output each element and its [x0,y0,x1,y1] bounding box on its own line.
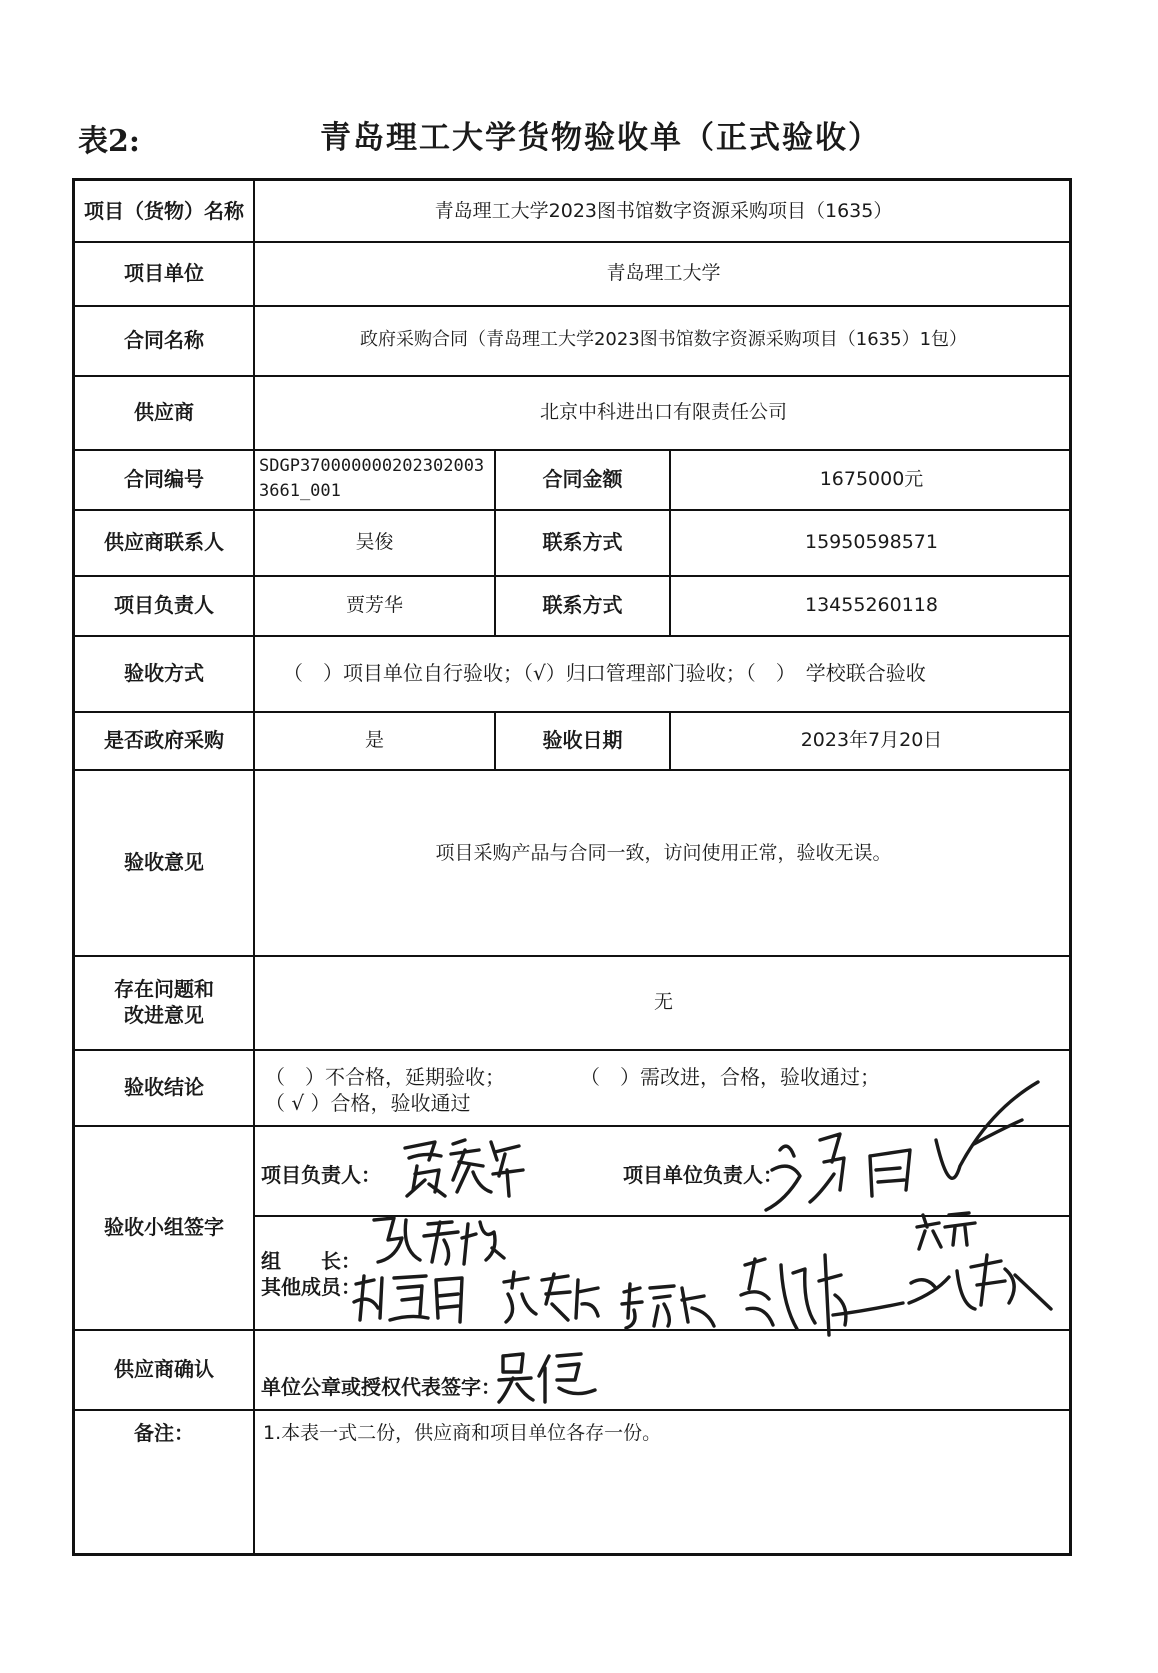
gov-procurement-label: 是否政府采购 [104,728,224,752]
project-leader-value: 贾芳华 [345,593,403,616]
remarks-label: 备注： [134,1421,194,1445]
issues-label-line2: 改进意见 [124,1003,204,1027]
signature-project-leader [395,1130,525,1200]
signature-member-3 [618,1278,718,1333]
acceptance-opinion-label: 验收意见 [124,850,204,874]
signature-supplier [495,1348,600,1406]
gov-procurement-value: 是 [364,728,384,751]
sign-members-label: 其他成员： [261,1275,361,1299]
sign-group-leader-label: 组 长： [261,1249,361,1273]
acceptance-date-label: 验收日期 [542,728,623,752]
signature-member-4 [735,1245,905,1340]
supplier-sign-label: 单位公章或授权代表签字： [261,1375,501,1399]
supplier-contact-label: 供应商联系人 [104,530,224,554]
supplier-contact-value: 吴俊 [355,530,394,553]
issues-label [75,955,253,1049]
project-unit-label: 项目单位 [124,261,204,285]
conclusion-label: 验收结论 [124,1075,204,1099]
project-unit-value: 青岛理工大学 [606,261,721,284]
remarks-value: 1.本表一式二份，供应商和项目单位各存一份。 [263,1421,662,1444]
leader-phone-label: 联系方式 [542,593,623,617]
issues-label-line1: 存在问题和 [114,977,214,1001]
issues-value: 无 [653,990,673,1013]
signatures-label: 验收小组签字 [104,1215,224,1239]
project-name-value: 青岛理工大学2023图书馆数字资源采购项目（1635） [434,199,893,222]
supplier-label: 供应商 [134,400,194,424]
contract-amount-label: 合同金额 [542,467,623,491]
form-title: 青岛理工大学货物验收单（正式验收） [320,120,881,156]
acceptance-method-label: 验收方式 [124,661,204,685]
supplier-confirm-label: 供应商确认 [114,1357,214,1381]
contract-number-label: 合同编号 [124,467,204,491]
sign-project-leader-label: 项目负责人： [261,1163,381,1187]
acceptance-date-value: 2023年7月20日 [800,728,943,751]
conclusion-option-fail: （ ）不合格，延期验收； [265,1065,505,1089]
sign-unit-leader-label: 项目单位负责人： [623,1163,783,1187]
signature-group-leader [368,1210,508,1270]
contract-name-label: 合同名称 [124,328,204,352]
leader-phone-value: 13455260118 [805,593,938,616]
project-name-label: 项目（货物）名称 [84,199,244,223]
contract-name-value: 政府采购合同（青岛理工大学2023图书馆数字资源采购项目（1635）1包） [359,329,968,351]
acceptance-opinion-value: 项目采购产品与合同一致，访问使用正常，验收无误。 [435,842,892,864]
supplier-phone-value: 15950598571 [805,530,938,553]
supplier-value: 北京中科进出口有限责任公司 [539,400,787,423]
project-leader-label: 项目负责人 [114,593,214,617]
conclusion-option-pass: （ √ ）合格，验收通过 [265,1091,471,1115]
signature-unit-leader [760,1070,1060,1220]
conclusion-option-improve: （ ）需改进，合格，验收通过； [580,1065,880,1089]
contract-number-value: SDGP370000000202302003 3661_001 [259,455,485,501]
signature-member-5 [905,1205,1055,1320]
contract-amount-value: 1675000元 [819,467,924,490]
signature-member-1 [350,1268,470,1328]
supplier-phone-label: 联系方式 [542,530,623,554]
table-number: 表2: [78,124,140,159]
signature-member-2 [498,1268,603,1328]
acceptance-method-options: （ ）项目单位自行验收；（√）归口管理部门验收；（ ） 学校联合验收 [283,661,926,685]
